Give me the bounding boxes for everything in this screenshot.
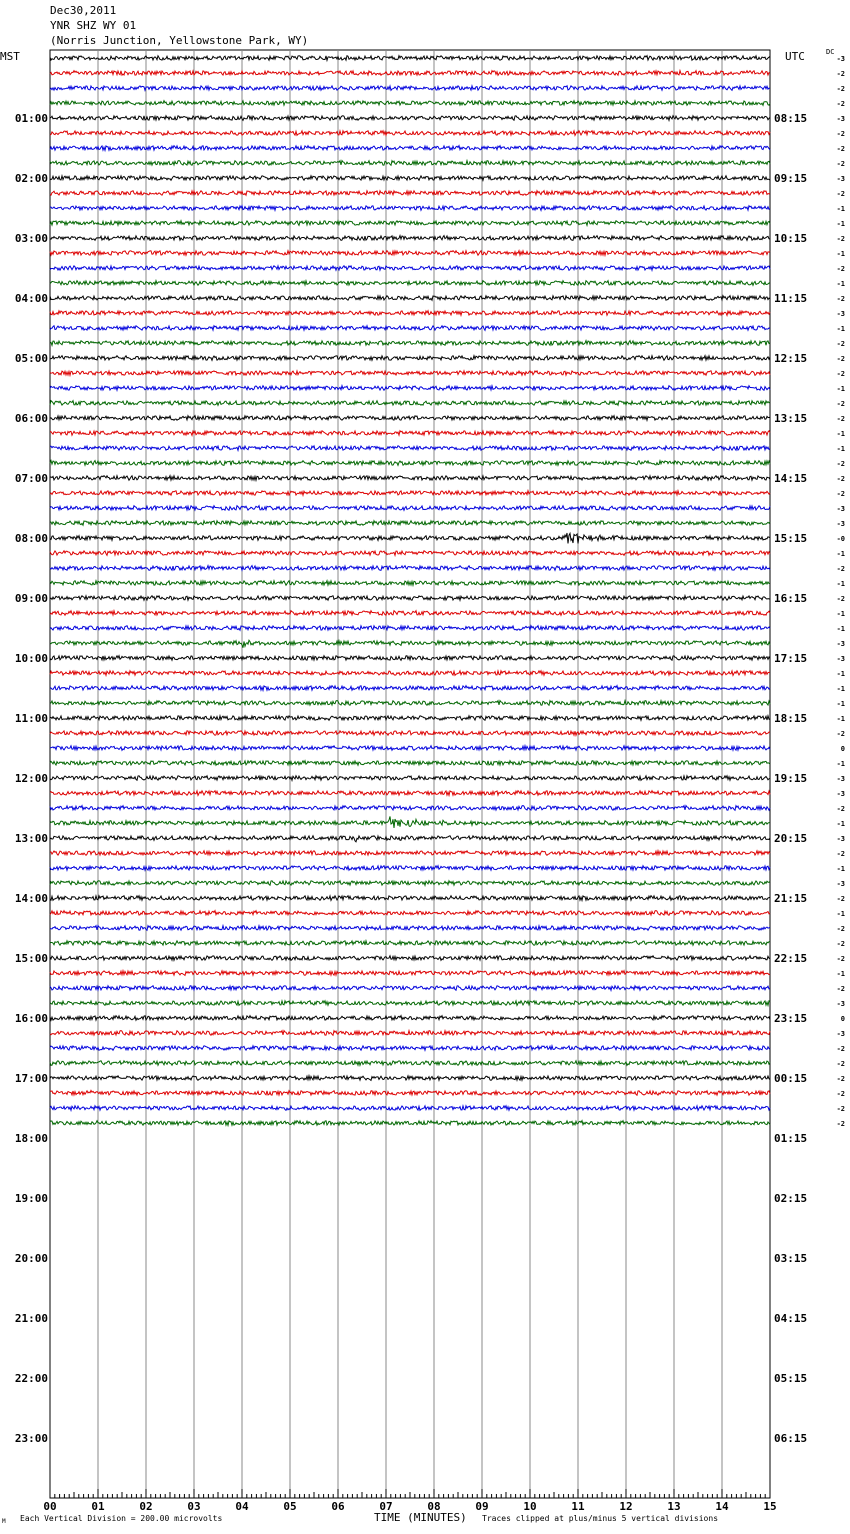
dc-offset-label: -3 <box>836 175 845 183</box>
dc-offset-label: -3 <box>836 55 845 63</box>
dc-offset-label: -2 <box>836 475 845 483</box>
utc-hour-label: 03:15 <box>774 1252 808 1265</box>
mst-hour-label: 20:00 <box>14 1252 48 1265</box>
dc-offset-label: -3 <box>836 115 845 123</box>
trace-row <box>50 581 770 586</box>
dc-offset-label: -3 <box>836 1030 845 1038</box>
mst-hour-label: 02:00 <box>14 172 48 185</box>
utc-hour-label: 15:15 <box>774 532 808 545</box>
dc-offset-label: -1 <box>836 205 845 213</box>
utc-hour-label: 21:15 <box>774 892 808 905</box>
mst-hour-label: 21:00 <box>14 1312 48 1325</box>
trace-row <box>50 356 770 361</box>
utc-hour-label: 22:15 <box>774 952 808 965</box>
dc-offset-label: -2 <box>836 70 845 78</box>
trace-row <box>50 401 770 406</box>
trace-row <box>50 521 770 526</box>
utc-hour-label: 18:15 <box>774 712 808 725</box>
dc-offset-label: -2 <box>836 100 845 108</box>
dc-offset-label: -2 <box>836 1060 845 1068</box>
dc-offset-label: -2 <box>836 985 845 993</box>
dc-offset-label: -2 <box>836 400 845 408</box>
mst-hour-label: 14:00 <box>14 892 48 905</box>
mst-hour-label: 11:00 <box>14 712 48 725</box>
trace-row <box>50 941 770 946</box>
trace-row <box>50 716 770 721</box>
trace-row <box>50 461 770 466</box>
mst-hour-label: 16:00 <box>14 1012 48 1025</box>
dc-offset-label: -2 <box>836 295 845 303</box>
mst-hour-label: 15:00 <box>14 952 48 965</box>
trace-row <box>50 446 770 451</box>
trace-row <box>50 640 770 647</box>
trace-row <box>50 626 770 631</box>
dc-offset-label: -2 <box>836 595 845 603</box>
trace-row <box>50 326 770 331</box>
mst-hour-label: 17:00 <box>14 1072 48 1085</box>
dc-offset-label: -2 <box>836 160 845 168</box>
dc-offset-label: -1 <box>836 325 845 333</box>
dc-offset-label: -2 <box>836 1045 845 1053</box>
mst-hour-label: 05:00 <box>14 352 48 365</box>
x-tick-label: 13 <box>667 1500 681 1513</box>
trace-row <box>50 206 770 211</box>
dc-offset-label: -1 <box>836 550 845 558</box>
utc-hour-label: 17:15 <box>774 652 808 665</box>
utc-hour-label: 10:15 <box>774 232 808 245</box>
mst-hour-label: 13:00 <box>14 832 48 845</box>
trace-row <box>50 656 770 661</box>
utc-hour-label: 13:15 <box>774 412 808 425</box>
trace-row <box>50 731 770 736</box>
utc-hour-label: 05:15 <box>774 1372 808 1385</box>
dc-offset-label: -2 <box>836 565 845 573</box>
trace-row <box>50 1106 770 1111</box>
trace-row <box>50 776 770 781</box>
dc-offset-label: -1 <box>836 220 845 228</box>
trace-row <box>50 926 770 931</box>
trace-row <box>50 566 770 571</box>
utc-hour-label: 02:15 <box>774 1192 808 1205</box>
utc-label: UTC <box>785 50 805 63</box>
mst-hour-label: 01:00 <box>14 112 48 125</box>
dc-offset-label: -1 <box>836 910 845 918</box>
trace-row <box>50 221 770 226</box>
trace-row <box>50 236 770 241</box>
trace-row <box>50 596 770 601</box>
trace-row <box>50 896 770 901</box>
dc-offset-label: -2 <box>836 85 845 93</box>
trace-row <box>50 866 770 871</box>
utc-hour-label: 01:15 <box>774 1132 808 1145</box>
trace-row <box>50 161 770 166</box>
utc-hour-label: 14:15 <box>774 472 808 485</box>
dc-offset-label: -1 <box>836 280 845 288</box>
trace-row <box>50 686 770 691</box>
utc-hour-label: 19:15 <box>774 772 808 785</box>
x-tick-label: 11 <box>571 1500 585 1513</box>
station-label: YNR SHZ WY 01 <box>50 19 137 32</box>
dc-offset-label: -2 <box>836 145 845 153</box>
trace-row <box>50 1061 770 1066</box>
trace-row <box>50 761 770 766</box>
trace-row <box>50 816 770 828</box>
dc-offset-label: 0 <box>840 745 845 753</box>
utc-hour-label: 08:15 <box>774 112 808 125</box>
trace-row <box>50 611 770 616</box>
dc-offset-label: -1 <box>836 385 845 393</box>
trace-row <box>50 911 770 916</box>
trace-row <box>50 191 770 196</box>
dc-offset-label: -0 <box>836 535 845 543</box>
utc-hour-label: 12:15 <box>774 352 808 365</box>
dc-offset-label: -2 <box>836 730 845 738</box>
x-tick-label: 03 <box>187 1500 201 1513</box>
trace-row <box>50 1016 770 1021</box>
mst-hour-label: 03:00 <box>14 232 48 245</box>
dc-offset-label: -3 <box>836 835 845 843</box>
trace-row <box>50 1090 770 1095</box>
mst-hour-label: 09:00 <box>14 592 48 605</box>
utc-hour-label: 00:15 <box>774 1072 808 1085</box>
dc-offset-label: -3 <box>836 640 845 648</box>
trace-row <box>50 701 770 706</box>
x-tick-label: 15 <box>763 1500 777 1513</box>
utc-hour-label: 09:15 <box>774 172 808 185</box>
corner-mark: M <box>2 1518 6 1525</box>
trace-row <box>50 101 770 106</box>
dc-offset-label: -2 <box>836 940 845 948</box>
x-tick-label: 02 <box>139 1500 153 1513</box>
dc-offset-label: -2 <box>836 1075 845 1083</box>
dc-offset-label: -3 <box>836 505 845 513</box>
dc-offset-label: -1 <box>836 250 845 258</box>
trace-row <box>50 176 770 181</box>
mst-hour-label: 06:00 <box>14 412 48 425</box>
trace-row <box>50 1121 770 1126</box>
trace-row <box>50 533 770 544</box>
mst-hour-label: 08:00 <box>14 532 48 545</box>
dc-offset-label: -1 <box>836 685 845 693</box>
trace-row <box>50 281 770 286</box>
dc-offset-label: -1 <box>836 700 845 708</box>
x-tick-label: 14 <box>715 1500 729 1513</box>
x-tick-label: 09 <box>475 1500 489 1513</box>
dc-offset-label: -3 <box>836 880 845 888</box>
dc-offset-label: -2 <box>836 925 845 933</box>
utc-hour-label: 06:15 <box>774 1432 808 1445</box>
utc-hour-label: 16:15 <box>774 592 808 605</box>
dc-offset-label: -2 <box>836 355 845 363</box>
trace-row <box>50 56 770 61</box>
dc-offset-label: -1 <box>836 445 845 453</box>
trace-row <box>50 116 770 121</box>
vertical-division-note: Each Vertical Division = 200.00 microvolts <box>20 1514 223 1523</box>
mst-label: MST <box>0 50 20 63</box>
trace-row <box>50 746 770 751</box>
trace-row <box>50 1046 770 1051</box>
x-tick-label: 01 <box>91 1500 105 1513</box>
dc-offset-label: -2 <box>836 955 845 963</box>
dc-offset-label: -2 <box>836 190 845 198</box>
dc-offset-label: -2 <box>836 805 845 813</box>
x-tick-label: 00 <box>43 1500 57 1513</box>
trace-row <box>50 1031 770 1036</box>
dc-offset-label: -1 <box>836 865 845 873</box>
mst-hour-label: 04:00 <box>14 292 48 305</box>
trace-row <box>50 1076 770 1081</box>
dc-offset-label: -3 <box>836 790 845 798</box>
trace-row <box>50 491 770 496</box>
trace-row <box>50 311 770 316</box>
trace-row <box>50 71 770 76</box>
trace-row <box>50 86 770 91</box>
trace-row <box>50 266 770 271</box>
dc-offset-label: -2 <box>836 1120 845 1128</box>
trace-row <box>50 251 770 256</box>
trace-row <box>50 146 770 151</box>
trace-row <box>50 956 770 961</box>
x-tick-label: 07 <box>379 1500 393 1513</box>
mst-hour-label: 22:00 <box>14 1372 48 1385</box>
dc-offset-label: -1 <box>836 820 845 828</box>
dc-offset-label: -1 <box>836 580 845 588</box>
trace-row <box>50 341 770 346</box>
dc-offset-label: -2 <box>836 1105 845 1113</box>
trace-row <box>50 881 770 886</box>
location-label: (Norris Junction, Yellowstone Park, WY) <box>50 34 309 47</box>
dc-offset-label: -1 <box>836 970 845 978</box>
trace-row <box>50 506 770 511</box>
x-tick-label: 05 <box>283 1500 297 1513</box>
mst-hour-label: 07:00 <box>14 472 48 485</box>
trace-row <box>50 986 770 991</box>
dc-offset-label: -1 <box>836 625 845 633</box>
trace-row <box>50 416 770 421</box>
trace-row <box>50 836 770 842</box>
dc-offset-label: -2 <box>836 895 845 903</box>
dc-offset-label: -3 <box>836 310 845 318</box>
trace-row <box>50 1001 770 1006</box>
utc-hour-label: 11:15 <box>774 292 808 305</box>
dc-offset-label: -2 <box>836 235 845 243</box>
mst-hour-label: 12:00 <box>14 772 48 785</box>
dc-offset-label: -1 <box>836 760 845 768</box>
dc-offset-label: -3 <box>836 1000 845 1008</box>
dc-offset-label: 0 <box>840 1015 845 1023</box>
dc-offset-label: -2 <box>836 1090 845 1098</box>
trace-row <box>50 386 770 391</box>
mst-hour-label: 18:00 <box>14 1132 48 1145</box>
dc-offset-label: -2 <box>836 460 845 468</box>
utc-hour-label: 04:15 <box>774 1312 808 1325</box>
x-tick-label: 04 <box>235 1500 249 1513</box>
trace-row <box>50 476 770 481</box>
x-tick-label: 06 <box>331 1500 345 1513</box>
dc-offset-label: -2 <box>836 130 845 138</box>
trace-row <box>50 851 770 856</box>
dc-offset-label: -1 <box>836 715 845 723</box>
trace-row <box>50 551 770 556</box>
dc-offset-label: -2 <box>836 370 845 378</box>
x-tick-label: 10 <box>523 1500 537 1513</box>
dc-offset-label: -3 <box>836 520 845 528</box>
dc-offset-label: -1 <box>836 430 845 438</box>
dc-label: DC <box>826 48 835 56</box>
date-label: Dec30,2011 <box>50 4 117 17</box>
dc-offset-label: -2 <box>836 265 845 273</box>
trace-row <box>50 671 770 676</box>
dc-offset-label: -3 <box>836 775 845 783</box>
mst-hour-label: 23:00 <box>14 1432 48 1445</box>
dc-offset-label: -2 <box>836 850 845 858</box>
dc-offset-label: -2 <box>836 415 845 423</box>
mst-hour-label: 19:00 <box>14 1192 48 1205</box>
dc-offset-label: -1 <box>836 610 845 618</box>
x-tick-label: 12 <box>619 1500 633 1513</box>
x-tick-label: 08 <box>427 1500 441 1513</box>
time-axis-title: TIME (MINUTES) <box>374 1511 467 1524</box>
dc-offset-label: -2 <box>836 490 845 498</box>
trace-row <box>50 791 770 796</box>
mst-hour-label: 10:00 <box>14 652 48 665</box>
clip-note: Traces clipped at plus/minus 5 vertical divisions <box>482 1514 719 1523</box>
trace-row <box>50 296 770 301</box>
trace-row <box>50 431 770 436</box>
trace-row <box>50 371 770 376</box>
dc-offset-label: -1 <box>836 670 845 678</box>
utc-hour-label: 23:15 <box>774 1012 808 1025</box>
dc-offset-label: -3 <box>836 655 845 663</box>
trace-row <box>50 806 770 811</box>
trace-row <box>50 131 770 136</box>
trace-row <box>50 971 770 976</box>
dc-offset-label: -2 <box>836 340 845 348</box>
utc-hour-label: 20:15 <box>774 832 808 845</box>
